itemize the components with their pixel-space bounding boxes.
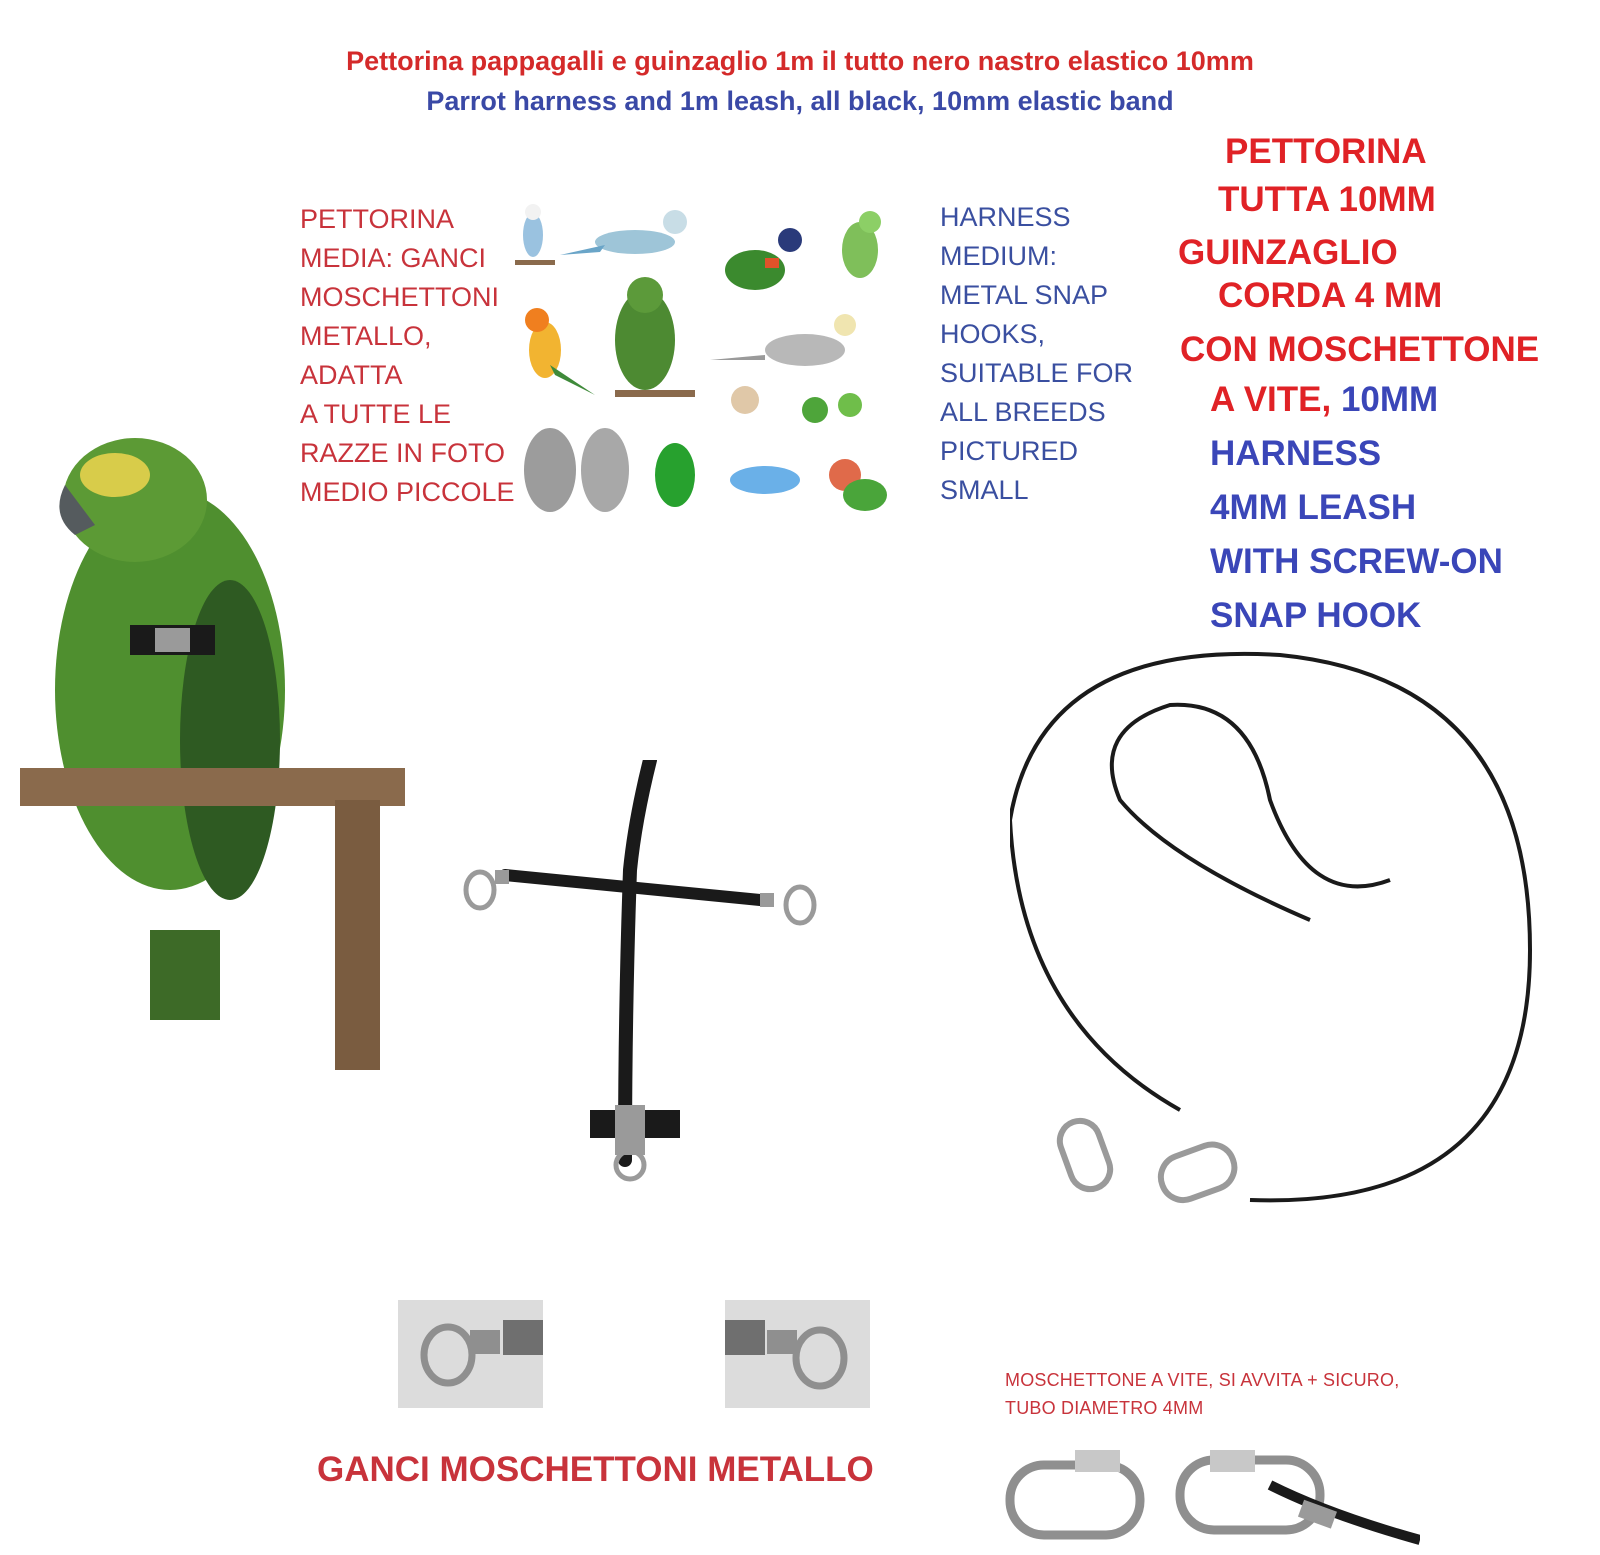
spec-line: [1210, 380, 1438, 420]
harness-description-english: [940, 198, 1133, 510]
spec-line: CORDA 4 MM: [1218, 276, 1443, 315]
screw-snap-hook-detail-photo: [1000, 1445, 1420, 1550]
lorikeet-illustration: [725, 228, 802, 290]
blue-parakeet-illustration: [730, 466, 800, 494]
desc-line: HARNESS: [940, 202, 1071, 232]
budgie-illustration: [515, 204, 555, 265]
desc-line: HOOKS,: [940, 319, 1046, 349]
sun-conure-illustration: [525, 308, 595, 395]
spec-text-red: A VITE,: [1210, 380, 1341, 419]
desc-line: A TUTTE LE: [300, 399, 452, 429]
spec-text-blue: 10MM: [1340, 380, 1439, 419]
eclectus-illustration: [655, 443, 695, 507]
quaker-parrot-illustration: [560, 210, 687, 255]
title-english: Parrot harness and 1m leash, all black, 10mm elastic band: [426, 86, 1174, 116]
desc-line: MOSCHETTONI: [300, 282, 500, 312]
african-grey-illustration: [524, 428, 629, 512]
lovebirds-illustration: [731, 386, 862, 423]
amazon-parrot-illustration: [615, 277, 695, 397]
screw-snap-hook: [1054, 1115, 1240, 1206]
cockatiel-illustration: [710, 314, 856, 366]
snap-hook-left: [466, 870, 509, 908]
desc-line: PETTORINA: [300, 204, 455, 234]
black-cord-leash: [1010, 654, 1530, 1201]
leash-attachment-ring: [590, 1105, 680, 1179]
desc-line: MEDIA: GANCI: [300, 243, 487, 273]
desc-line: METAL SNAP: [940, 280, 1109, 310]
screw-hook-note: [1005, 1366, 1399, 1422]
spec-line: SNAP HOOK: [1210, 596, 1422, 635]
snap-hook-detail-left: [398, 1300, 543, 1408]
peach-faced-lovebirds-illustration: [829, 459, 887, 511]
note-line: TUBO DIAMETRO 4MM: [1005, 1398, 1204, 1418]
spec-line: GUINZAGLIO: [1178, 233, 1398, 272]
desc-line: MEDIUM:: [940, 241, 1057, 271]
title-italian: Pettorina pappagalli e guinzaglio 1m il tutto nero nastro elastico 10mm: [346, 46, 1254, 76]
spec-line: 4MM LEASH: [1210, 488, 1417, 527]
spec-line: TUTTA 10MM: [1218, 180, 1436, 219]
spec-line: HARNESS: [1210, 434, 1382, 473]
spec-line: CON MOSCHETTONE: [1180, 330, 1540, 369]
parrot-on-perch-photo: [20, 430, 420, 1070]
black-elastic-harness: [505, 760, 760, 1160]
spec-line: WITH SCREW-ON: [1210, 542, 1503, 581]
harness-photo: [440, 760, 840, 1220]
note-line: MOSCHETTONE A VITE, SI AVVITA + SICURO,: [1005, 1370, 1400, 1390]
desc-line: PICTURED: [940, 436, 1079, 466]
open-screw-link: [1010, 1450, 1140, 1535]
hooks-label: GANCI MOSCHETTONI METALLO: [317, 1450, 874, 1489]
ringneck-illustration: [842, 211, 881, 278]
closed-screw-link-with-cord: [1180, 1450, 1420, 1540]
spec-line: PETTORINA: [1225, 132, 1427, 171]
snap-hook-detail-right: [725, 1300, 870, 1408]
desc-line: ADATTA: [300, 360, 403, 390]
desc-line: ALL BREEDS: [940, 397, 1106, 427]
amazon-parrot-wearing-harness: [55, 438, 285, 1020]
desc-line: RAZZE IN FOTO: [300, 438, 506, 468]
snap-hook-right: [760, 887, 814, 923]
leash-photo: [1010, 650, 1570, 1250]
desc-line: SMALL: [940, 475, 1029, 505]
desc-line: MEDIO PICCOLE: [300, 477, 515, 507]
bird-breeds-collage: [515, 200, 905, 530]
desc-line: SUITABLE FOR: [940, 358, 1134, 388]
desc-line: METALLO,: [300, 321, 432, 351]
